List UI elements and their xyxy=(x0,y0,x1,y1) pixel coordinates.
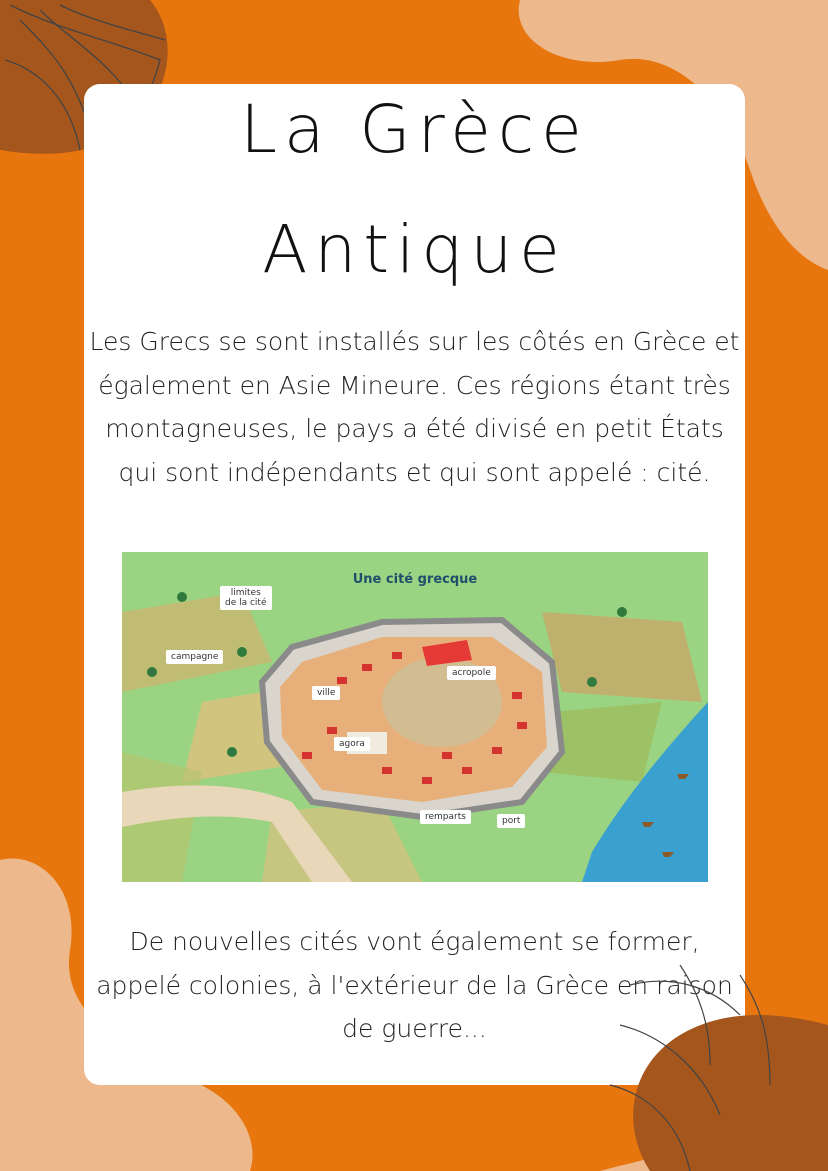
page-title-line-2: Antique xyxy=(262,211,567,288)
map-label-town: ville xyxy=(312,686,340,700)
map-label-countryside: campagne xyxy=(166,650,223,664)
map-label-port: port xyxy=(497,814,525,828)
map-label-limits: limites de la cité xyxy=(220,586,272,610)
map-title: Une cité grecque xyxy=(352,572,478,587)
map-label-agora: agora xyxy=(334,737,370,751)
map-label-ramparts: remparts xyxy=(420,810,471,824)
tropical-leaf-icon xyxy=(590,955,828,1171)
outro-paragraph: De nouvelles cités vont également se former, appelé colonies, à l'extérieur de la Grèce en raison de guerre... xyxy=(96,927,733,1043)
map-label-acropolis: acropole xyxy=(447,666,496,680)
city-map-drawing xyxy=(122,552,708,882)
content-card xyxy=(84,84,745,1085)
greek-city-illustration xyxy=(122,552,708,882)
page-title-line-1: La Grèce xyxy=(240,91,589,168)
intro-paragraph: Les Grecs se sont installés sur les côtés en Grèce et également en Asie Mineure. Ces régions étant très montagneuses, le pays a été divisé en petit États qui sont indépendants et qui sont appelé : cité. xyxy=(89,327,740,487)
